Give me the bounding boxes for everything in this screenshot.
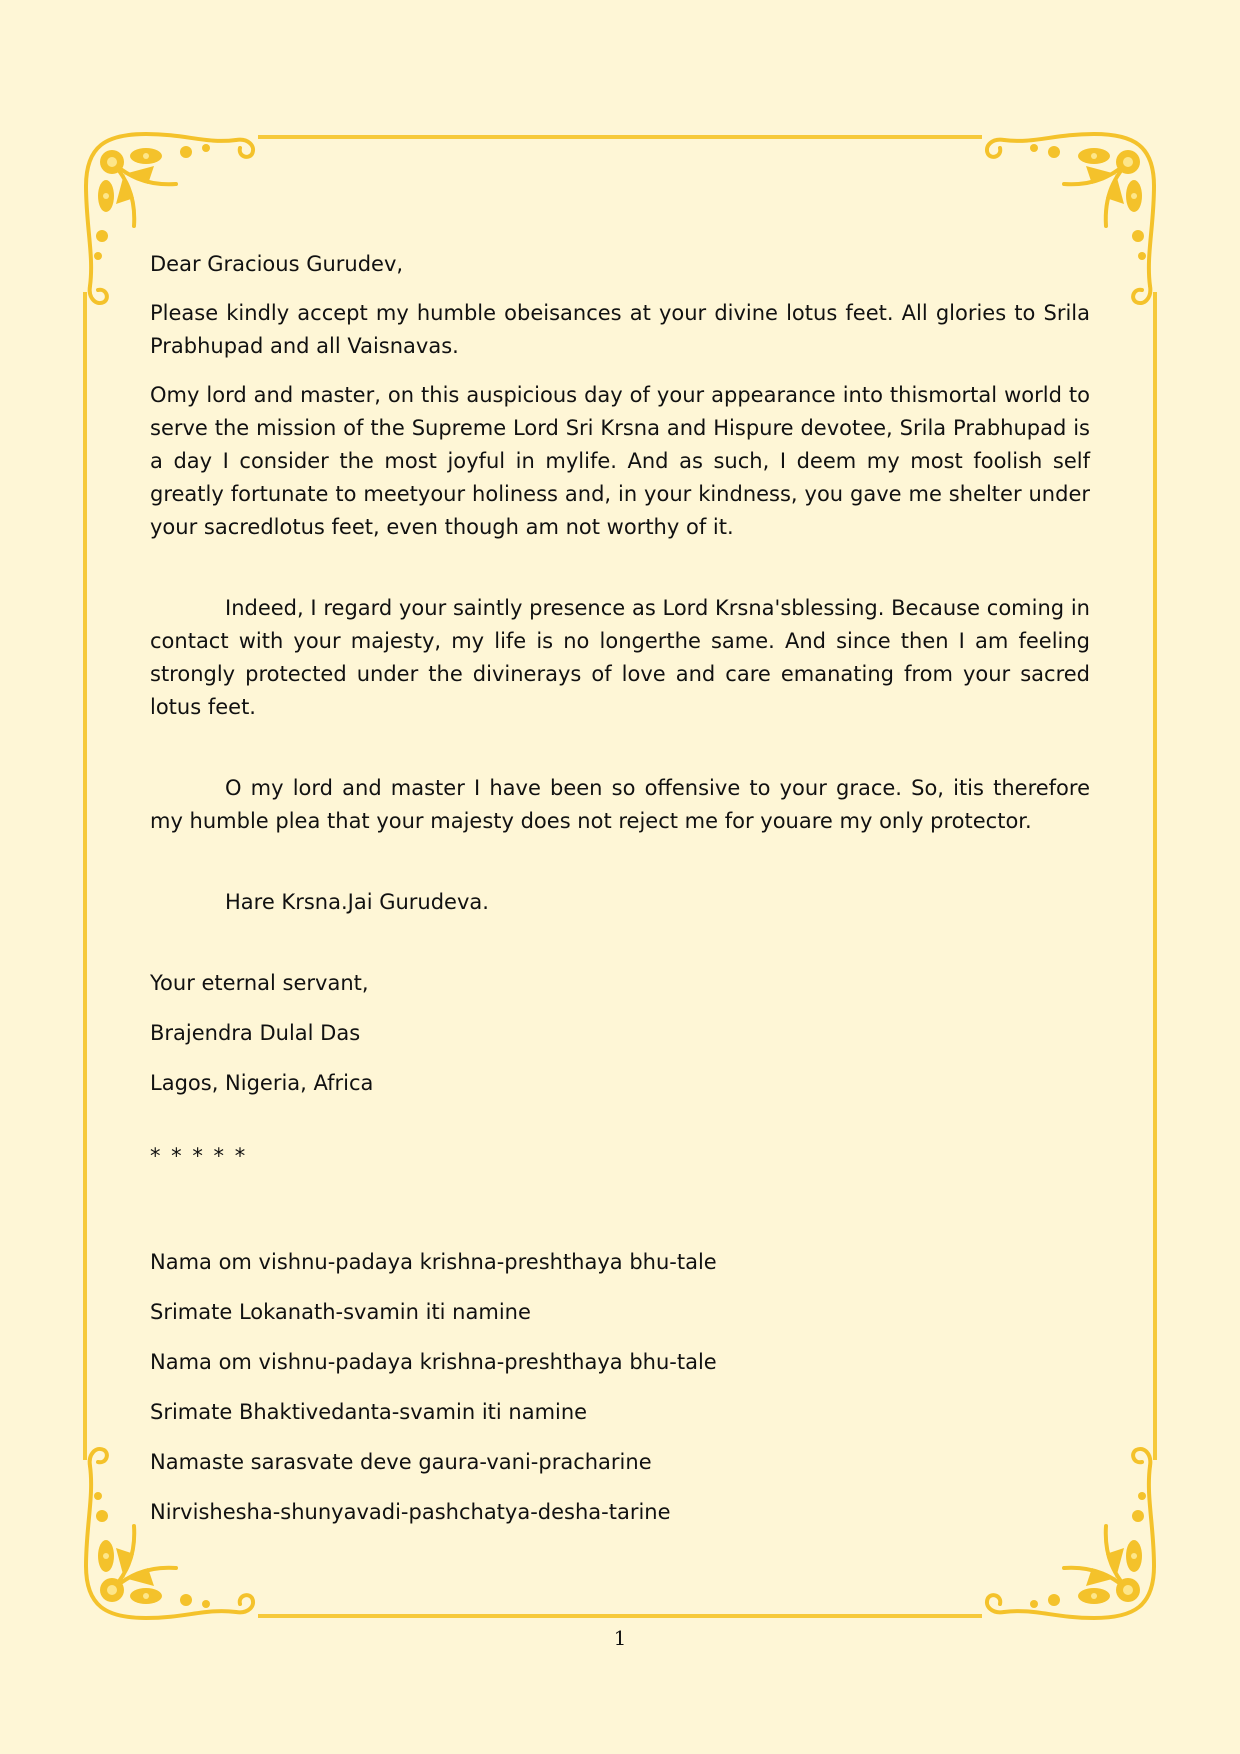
prayer-line: Namaste sarasvate deve gaura-vani-pracharine <box>150 1450 652 1474</box>
prayer-line: Nirvishesha-shunyavadi-pashchatya-desha-tarine <box>150 1500 671 1524</box>
border-top-line <box>258 135 982 139</box>
prayer-line: Nama om vishnu-padaya krishna-preshthaya bhu-tale <box>150 1250 717 1274</box>
letter-paragraph: O my lord and master I have been so offensive to your grace. So, itis therefore my humble plea that your majesty does not reject me for youare my only protector. <box>150 776 1090 833</box>
letter-closing: Your eternal servant, <box>150 971 369 995</box>
signature-name: Brajendra Dulal Das <box>150 1021 361 1045</box>
prayer-line: Srimate Lokanath-svamin iti namine <box>150 1300 531 1324</box>
section-separator: * * * * * <box>150 1144 248 1168</box>
letter-salutation: Dear Gracious Gurudev, <box>150 252 404 276</box>
page-number: 1 <box>613 1626 627 1650</box>
prayer-line: Srimate Bhaktivedanta-svamin iti namine <box>150 1400 588 1424</box>
border-left-line <box>83 292 87 1460</box>
border-right-line <box>1153 292 1157 1460</box>
letter-paragraph: Omy lord and master, on this auspicious day of your appearance into thismortal world to serve the mission of the Supreme Lord Sri Krsna and Hispure devotee, Srila Prabhupad is a day I consider the most joyful in mylife. And as such, I deem my most foolish self greatly fortunate to meetyour holiness and, in your kindness, you gave me shelter under your sacredlotus feet, even though am not worthy of it. <box>150 383 1090 539</box>
prayer-line: Nama om vishnu-padaya krishna-preshthaya bhu-tale <box>150 1350 717 1374</box>
letter-paragraph: Indeed, I regard your saintly presence as Lord Krsna'sblessing. Because coming in contact with your majesty, my life is no longerthe same. And since then I am feeling strongly protected under the divinerays of love and care emanating from your sacred lotus feet. <box>150 596 1090 719</box>
signature-location: Lagos, Nigeria, Africa <box>150 1071 374 1095</box>
border-bottom-line <box>258 1614 982 1618</box>
letter-paragraph: Hare Krsna.Jai Gurudeva. <box>225 890 489 914</box>
letter-paragraph: Please kindly accept my humble obeisances at your divine lotus feet. All glories to Srila Prabhupad and all Vaisnavas. <box>150 301 1090 358</box>
letter-body <box>150 248 1090 1546</box>
prayer-list <box>150 1246 1090 1529</box>
